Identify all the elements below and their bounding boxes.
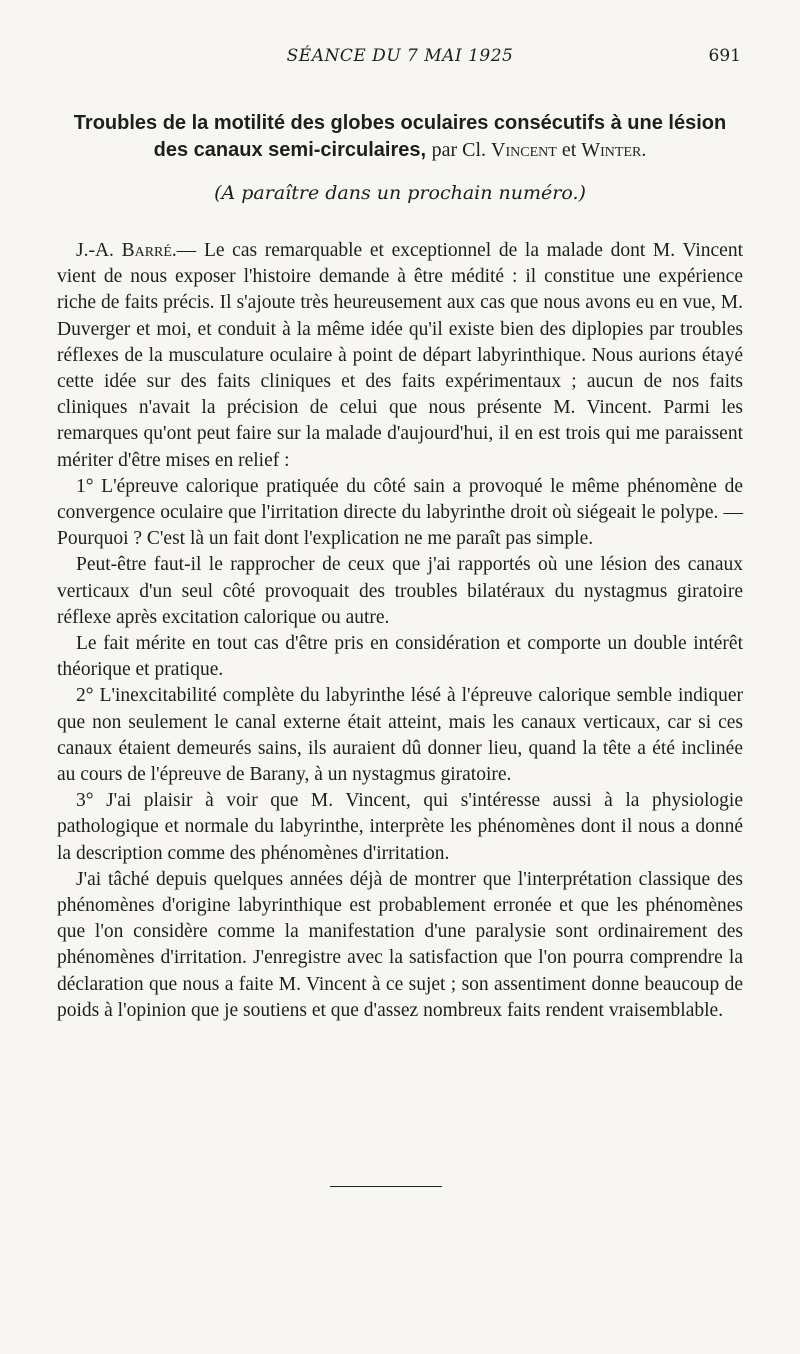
paragraph: J'ai tâché depuis quelques années déjà de montrer que l'interprétation classique des phénomènes d'origine labyrinthique est probablement erronée et que les phénomènes que l'on considère comme la manifestation d'une paralysie sont ordinairement des phénomènes d'irritation. J'enregistre avec la satisfaction que l'on pourra comprendre la déclaration que nous a faite M. Vincent à ce sujet ; son assentiment donne beaucoup de poids à l'opinion que je soutiens et que d'assez nombreux faits rendent vraisemblable. bbox=[57, 868, 743, 1021]
paragraph: 2° L'inexcitabilité complète du labyrinthe lésé à l'épreuve calorique semble indiquer que non seulement le canal externe était atteint, mais les canaux verticaux, car si ces canaux étaient demeurés sains, ils auraient dû donner lieu, quand la tête a été inclinée au cours de l'épreuve de Barany, à un nystagmus giratoire. bbox=[57, 685, 743, 786]
paragraph: 1° L'épreuve calorique pratiquée du côté sain a provoqué le même phénomène de convergence oculaire que l'irritation directe du labyrinthe droit où siégeait le polype. — Pourquoi ? C'est là un fait dont l'explication ne me paraît pas simple. bbox=[57, 475, 743, 550]
article-title: Troubles de la motilité des globes oculaires consécutifs à une lésion des canaux semi-circulaires, bbox=[73, 112, 727, 161]
paragraph-text: — Le cas remarquable et exceptionnel de la malade dont M. Vincent vient de nous exposer l'histoire demande à être médité : il constitue une expérience riche de faits précis. Il s'ajoute très heureusement aux cas que nous avons eu en vue, M. Duverger et moi, et conduit à la même idée qu'il existe bien des diplopies par troubles réflexes de la musculature oculaire à point de départ labyrinthique. Nous aurions étayé cette idée sur des faits cliniques et des faits expérimentaux ; aucun de nos faits cliniques n'avait la précision de celui que nous présente M. Vincent. Parmi les remarques qu'ont peut faire sur la malade d'aujourd'hui, il en est trois qui me paraissent mériter d'être mises en relief : bbox=[57, 240, 743, 471]
byline-and: et bbox=[556, 139, 582, 161]
paragraph bbox=[57, 238, 743, 474]
author-winter: Winter bbox=[581, 139, 642, 161]
paragraph: Peut-être faut-il le rapprocher de ceux que j'ai rapportés où une lésion des canaux verticaux d'un seul côté provoquait des troubles bilatéraux du nystagmus giratoire réflexe après excitation calorique ou autre. bbox=[57, 554, 743, 628]
paragraph: 3° J'ai plaisir à voir que M. Vincent, qui s'intéresse aussi à la physiologie pathologique et normale du labyrinthe, interprète les phénomènes dont il nous a donné la description comme des phénomènes d'irritation. bbox=[57, 790, 743, 864]
page-number: 691 bbox=[708, 46, 741, 66]
byline-prefix: par Cl. bbox=[431, 139, 492, 161]
end-rule bbox=[330, 1186, 442, 1187]
author-vincent: Vincent bbox=[491, 139, 557, 161]
byline bbox=[432, 139, 647, 161]
byline-end: . bbox=[641, 139, 647, 161]
discussion-text bbox=[57, 238, 743, 1024]
paragraph: Le fait mérite en tout cas d'être pris en considération et comporte un double intérêt théorique et pratique. bbox=[57, 633, 743, 681]
speaker-name: J.-A. Barré. bbox=[76, 240, 177, 261]
publication-notice: (A paraître dans un prochain numéro.) bbox=[214, 182, 586, 204]
running-title: SÉANCE DU 7 MAI 1925 bbox=[286, 46, 514, 66]
running-head bbox=[57, 46, 743, 70]
article-title-block bbox=[57, 110, 743, 164]
